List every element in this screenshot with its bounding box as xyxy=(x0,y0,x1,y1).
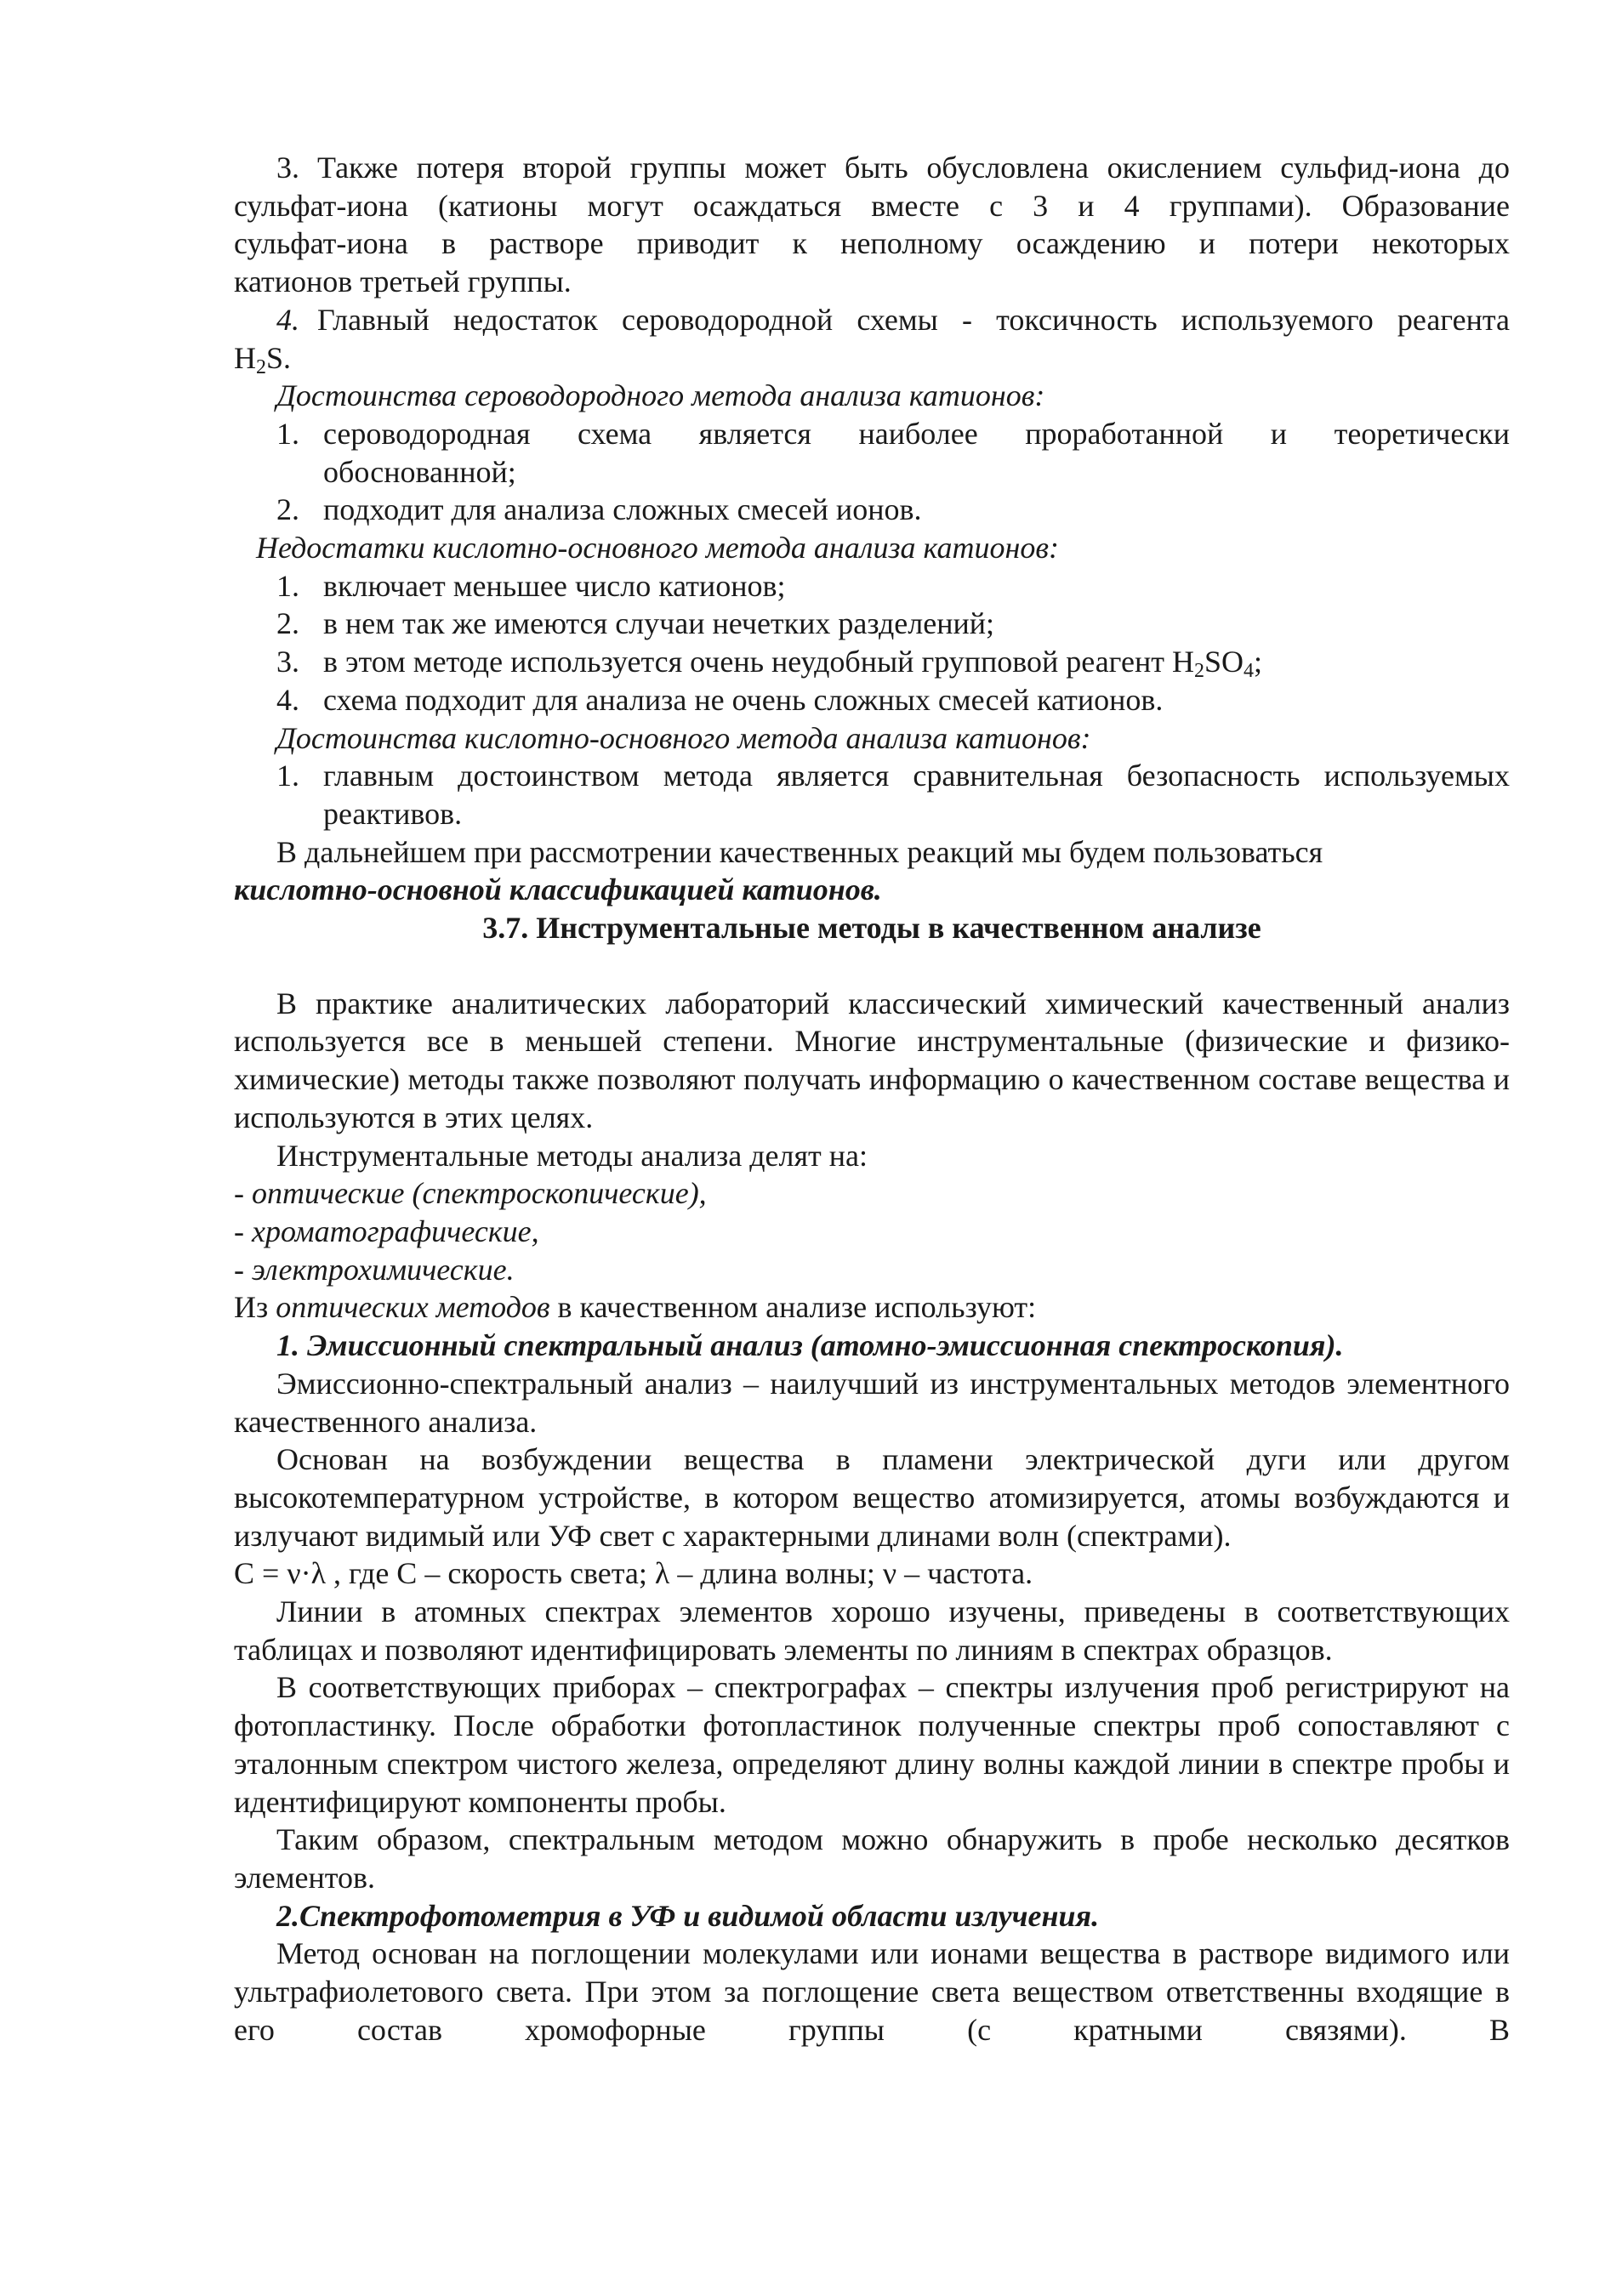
text-line: сероводородная схема является наиболее проработанной и теоретически xyxy=(323,416,1510,451)
subscript: 2 xyxy=(1193,660,1204,683)
subsection-title: 2.Спектрофотометрия в УФ и видимой области излучения. xyxy=(276,1898,1100,1933)
subscript: 2 xyxy=(256,355,266,378)
text-line: схема подходит для анализа не очень сложных смесей катионов. xyxy=(323,682,1164,717)
text-span: ; xyxy=(1253,645,1262,679)
list-item xyxy=(234,301,1510,377)
list-number: 4. xyxy=(276,302,299,337)
paragraph: Основан на возбуждении вещества в пламени электрической дуги или другом высокотемпературном устройстве, в котором вещество атомизируется, атомы возбуждаются и излучают видимый или УФ свет с характерными длинами волн (спектрами). xyxy=(234,1442,1510,1553)
list-number: 3. xyxy=(276,151,299,185)
formula-line: С = ν·λ , где С – скорость света; λ – длина волны; ν – частота. xyxy=(234,1556,1033,1591)
subheading: Недостатки кислотно-основного метода анализа катионов: xyxy=(256,531,1059,565)
subsection-title: 1. Эмиссионный спектральный анализ (атомно-эмиссионная спектроскопия). xyxy=(276,1328,1344,1363)
formula-text: H xyxy=(234,340,256,375)
paragraph: Метод основан на поглощении молекулами или ионами вещества в растворе видимого или ультрафиолетового света. При этом за поглощение света веществом ответственны входящие в его состав хромофорные группы (с кратными связями). В xyxy=(234,1936,1510,2047)
text-line: сульфат-иона в растворе приводит к неполному осаждению и потери некоторых xyxy=(234,226,1510,261)
list-number: 2. xyxy=(276,606,299,641)
list-item xyxy=(234,643,1510,681)
list-item xyxy=(234,491,1510,529)
text-span: SO xyxy=(1204,645,1244,679)
text-line: в нем так же имеются случаи нечетких разделений; xyxy=(323,606,994,641)
subheading: Достоинства сероводородного метода анализа катионов: xyxy=(276,378,1045,413)
list-item xyxy=(234,415,1510,491)
text-line: катионов третьей группы. xyxy=(234,264,572,299)
paragraph: Эмиссионно-спектральный анализ – наилучший из инструментальных методов элементного качественного анализа. xyxy=(234,1366,1510,1439)
text-line: Также потеря второй группы может быть обусловлена окислением сульфид-иона до xyxy=(317,151,1510,185)
text-span: в качественном анализе используют: xyxy=(549,1290,1037,1325)
list-number: 4. xyxy=(276,682,299,717)
paragraph: Линии в атомных спектрах элементов хорошо изучены, приведены в соответствующих таблицах и позволяют идентифицировать элементы по линиям в спектрах образцов. xyxy=(234,1594,1510,1667)
text-line: реактивов. xyxy=(323,796,463,831)
list-item xyxy=(234,567,1510,605)
emphasis-span: оптических методов xyxy=(276,1290,550,1325)
emphasis-line: кислотно-основной классификацией катионов. xyxy=(234,872,882,907)
paragraph: В практике аналитических лабораторий классический химический качественный анализ используется все в меньшей степени. Многие инструментальные (физические и физико-химические) методы также позволяют получать информацию о качественном составе вещества и используются в этих целях. xyxy=(234,986,1510,1134)
list-number: 3. xyxy=(276,645,299,679)
text-line: Главный недостаток сероводородной схемы - токсичность используемого реагента xyxy=(317,302,1510,337)
text-line: Инструментальные методы анализа делят на: xyxy=(276,1138,868,1173)
text-span: в этом методе используется очень неудобный групповой реагент H xyxy=(323,645,1194,679)
text-line: подходит для анализа сложных смесей ионов. xyxy=(323,492,922,527)
list-number: 1. xyxy=(276,759,299,793)
list-item: - электрохимические. xyxy=(234,1252,515,1287)
text-line: включает меньшее число катионов; xyxy=(323,568,786,603)
list-item xyxy=(234,149,1510,301)
text-line: главным достоинством метода является сравнительная безопасность используемых xyxy=(323,759,1510,793)
list-item xyxy=(234,681,1510,719)
section-title: 3.7. Инструментальные методы в качественном анализе xyxy=(482,911,1261,946)
text-span: Из xyxy=(234,1290,276,1325)
subheading: Достоинства кислотно-основного метода анализа катионов: xyxy=(276,720,1091,755)
list-item xyxy=(234,605,1510,643)
text-line: В дальнейшем при рассмотрении качественных реакций мы будем пользоваться xyxy=(276,834,1323,869)
list-number: 1. xyxy=(276,416,299,451)
list-item xyxy=(234,757,1510,833)
list-number: 2. xyxy=(276,492,299,527)
formula-line xyxy=(234,339,1510,378)
spacer xyxy=(234,947,1510,985)
list-item: - хроматографические, xyxy=(234,1213,539,1248)
document-page xyxy=(234,149,1510,2049)
text-line xyxy=(323,643,1510,681)
formula-text: S. xyxy=(266,340,292,375)
text-line: обоснованной; xyxy=(323,454,516,489)
paragraph: В соответствующих приборах – спектрографах – спектры излучения проб регистрируют на фотопластинку. После обработки фотопластинок полученные спектры проб сопоставляют с эталонным спектром чистого железа, определяют длину волны каждой линии в спектре пробы и идентифицируют компоненты пробы. xyxy=(234,1670,1510,1819)
list-item: - оптические (спектроскопические), xyxy=(234,1176,707,1211)
list-number: 1. xyxy=(276,568,299,603)
subscript: 4 xyxy=(1243,660,1254,683)
text-line xyxy=(234,1288,1510,1327)
paragraph: Таким образом, спектральным методом можно обнаружить в пробе несколько десятков элементов. xyxy=(234,1822,1510,1895)
text-line: сульфат-иона (катионы могут осаждаться вместе с 3 и 4 группами). Образование xyxy=(234,188,1510,223)
